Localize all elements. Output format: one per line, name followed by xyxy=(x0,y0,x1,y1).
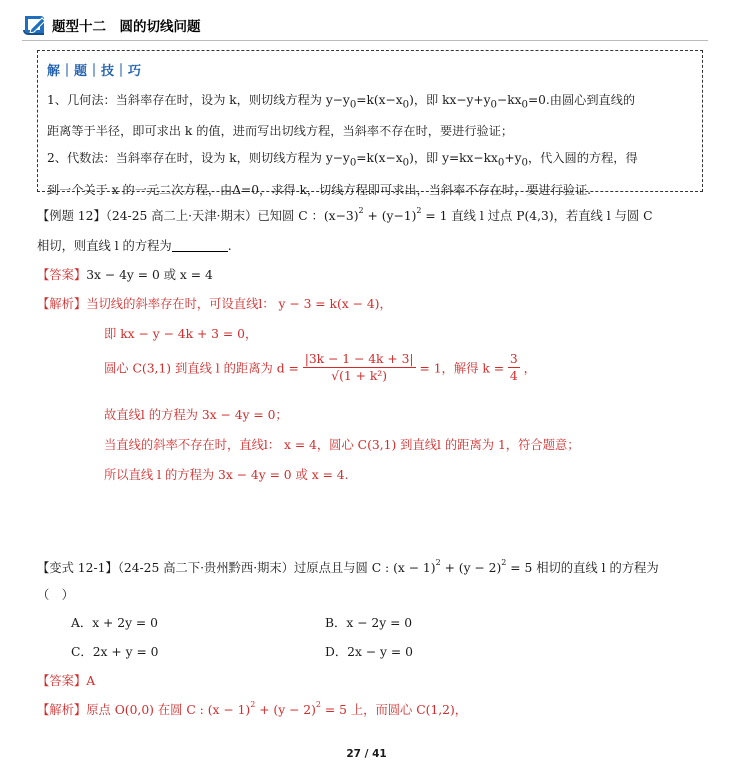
option-a[interactable]: A．x + 2y = 0 xyxy=(71,616,158,630)
example12-analysis-3: 圆心 C(3,1) 到直线 l 的距离为 d = $\frac{|3k - 1 - 4k + 3|}{\text{√(1 + k²)}}$ = 1，解得 k = $\frac{3}{4}$ ， xyxy=(104,352,536,383)
answer-label: 【答案】 xyxy=(37,268,87,282)
example12-analysis-1: 【解析】当切线的斜率存在时，可设直线l： y − 3 = k(x − 4)， xyxy=(37,297,392,311)
analysis-label: 【解析】 xyxy=(37,703,87,717)
answer-blank xyxy=(172,239,228,252)
tips-line-3: 2、代数法：当斜率存在时，设为 k，则切线方程为 $y-y_0=k(x-x_0)$，即 $y=kx-kx_0+y_0$，代入圆的方程，得 xyxy=(47,151,638,169)
k-fraction: $\frac{3}{4}$ xyxy=(509,352,518,383)
variant12-1-answer xyxy=(37,671,95,689)
example12-analysis-5: 当直线的斜率不存在时，直线l： x = 4，圆心 C(3,1) 到直线l 的距离为 1，符合题意； xyxy=(104,438,580,452)
section-title: 题型十二 圆的切线问题 xyxy=(52,19,201,35)
header-divider xyxy=(22,40,708,41)
tips-line-4: 到一个关于 x 的一元二次方程，由Δ=0，求得 k，切线方程即可求出，当斜率不存在时，要进行验证. xyxy=(47,182,592,197)
example12-analysis-2: 即 kx − y − 4k + 3 = 0， xyxy=(104,327,258,341)
distance-fraction: $\frac{|3k - 1 - 4k + 3|}{\text{√(1 + k²)}}$ xyxy=(304,352,414,383)
example12-answer xyxy=(37,265,213,283)
analysis-label: 【解析】 xyxy=(37,297,87,311)
option-c[interactable]: C．2x + y = 0 xyxy=(71,645,159,659)
answer-label: 【答案】 xyxy=(37,674,87,688)
section-header xyxy=(22,10,201,40)
answer-text: A xyxy=(86,674,96,688)
page-number: 27 / 41 xyxy=(346,748,387,760)
option-b[interactable]: B．x − 2y = 0 xyxy=(325,616,413,630)
answer-text: 3x − 4y = 0 或 x = 4 xyxy=(86,268,213,282)
pencil-book-icon xyxy=(22,12,50,38)
tips-heading: 解｜题｜技｜巧 xyxy=(47,64,142,79)
option-d[interactable]: D．2x − y = 0 xyxy=(325,645,413,659)
variant12-1-question: 【变式 12-1】（24-25 高二下·贵州黔西·期末）过原点且与圆 C : $(x - 1)^2 + (y - 2)^2 = 5$ 相切的直线 l 的方程为 xyxy=(37,558,659,575)
example12-analysis-6: 所以直线 l 的方程为 3x − 4y = 0 或 x = 4. xyxy=(104,468,349,482)
tips-box xyxy=(37,50,703,197)
example12-question: 【例题 12】（24-25 高二上·天津·期末）已知圆 C ：$(x-3)^2 + (y-1)^2 = 1$ 直线 l 过点 P(4,3)，若直线 l 与圆 C xyxy=(37,206,653,223)
variant12-1-paren: （ ） xyxy=(37,588,74,602)
example12-question-2: 相切，则直线 l 的方程为 . xyxy=(37,239,232,253)
tips-body xyxy=(47,87,695,204)
tips-line-1: 1、几何法：当斜率存在时，设为 k，则切线方程为 $y-y_0=k(x-x_0)$，即 $kx-y+y_0-kx_0=0$.由圆心到直线的 xyxy=(47,93,636,111)
example12-analysis-4: 故直线l 的方程为 3x − 4y = 0； xyxy=(104,408,288,422)
tips-line-2: 距离等于半径，即可求出 k 的值，进而写出切线方程，当斜率不存在时，要进行验证； xyxy=(47,124,514,139)
variant12-1-analysis: 【解析】原点 O(0,0) 在圆 C : $(x - 1)^2 + (y - 2)^2 = 5$ 上，而圆心 C(1,2)， xyxy=(37,700,468,717)
